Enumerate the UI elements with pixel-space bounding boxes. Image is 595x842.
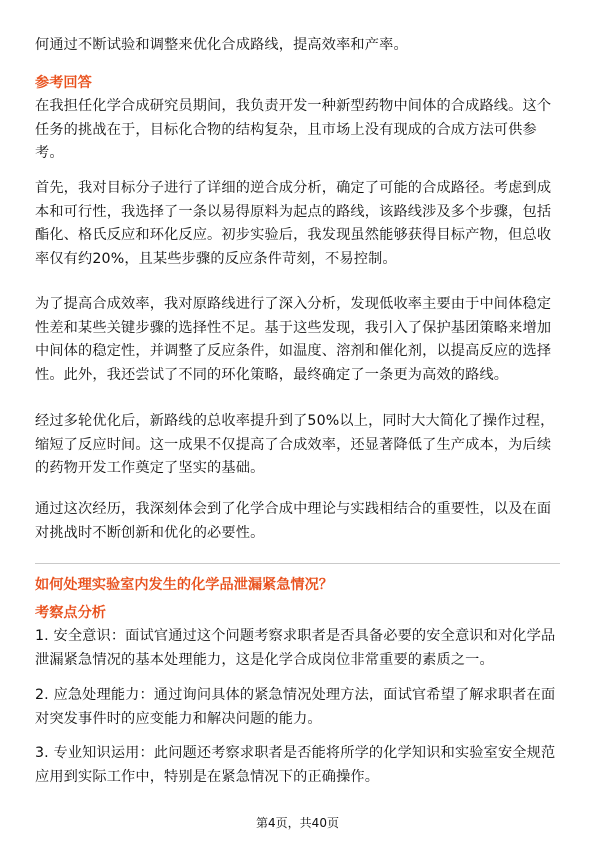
question-title: 如何处理实验室内发生的化学品泄漏紧急情况？ <box>35 577 333 593</box>
analysis-item-3: 3. 专业知识运用：此问题还考察求职者是否能将所学的化学知识和实验室安全规范应用到实际工作中，特别是在紧急情况下的正确操作。 <box>35 745 556 785</box>
section-divider <box>35 563 560 564</box>
answer-heading: 参考回答 <box>35 75 92 91</box>
answer-paragraph-1: 在我担任化学合成研究员期间，我负责开发一种新型药物中间体的合成路线。这个任务的挑战在于，目标化合物的结构复杂，且市场上没有现成的合成方法可供参考。 <box>35 98 552 161</box>
page-footer: 第4页，共40页 <box>256 816 339 830</box>
analysis-item-2: 2. 应急处理能力：通过询问具体的紧急情况处理方法，面试官希望了解求职者在面对突发事件时的应变能力和解决问题的能力。 <box>35 687 556 727</box>
answer-paragraph-3: 为了提高合成效率，我对原路线进行了深入分析，发现低收率主要由于中间体稳定性差和某些关键步骤的选择性不足。基于这些发现，我引入了保护基团策略来增加中间体的稳定性，并调整了反应条件，如温度、溶剂和催化剂，以提高反应的选择性。此外，我还尝试了不同的环化策略，最终确定了一条更为高效的路线。 <box>35 296 552 383</box>
analysis-heading: 考察点分析 <box>35 605 106 621</box>
answer-paragraph-4: 经过多轮优化后，新路线的总收率提升到了50%以上，同时大大简化了操作过程，缩短了反应时间。这一成果不仅提高了合成效率，还显著降低了生产成本，为后续的药物开发工作奠定了坚实的基础。 <box>35 413 555 476</box>
answer-paragraph-5: 通过这次经历，我深刻体会到了化学合成中理论与实践相结合的重要性，以及在面对挑战时不断创新和优化的必要性。 <box>35 501 552 541</box>
intro-tail-text: 何通过不断试验和调整来优化合成路线，提高效率和产率。 <box>35 37 408 53</box>
answer-paragraph-2: 首先，我对目标分子进行了详细的逆合成分析，确定了可能的合成路径。考虑到成本和可行性，我选择了一条以易得原料为起点的路线，该路线涉及多个步骤，包括酯化、格氏反应和环化反应。初步实验后，我发现虽然能够获得目标产物，但总收率仅有约20%，且某些步骤的反应条件苛刻，不易控制。 <box>35 180 552 267</box>
analysis-item-1: 1. 安全意识：面试官通过这个问题考察求职者是否具备必要的安全意识和对化学品泄漏紧急情况的基本处理能力，这是化学合成岗位非常重要的素质之一。 <box>35 628 556 668</box>
